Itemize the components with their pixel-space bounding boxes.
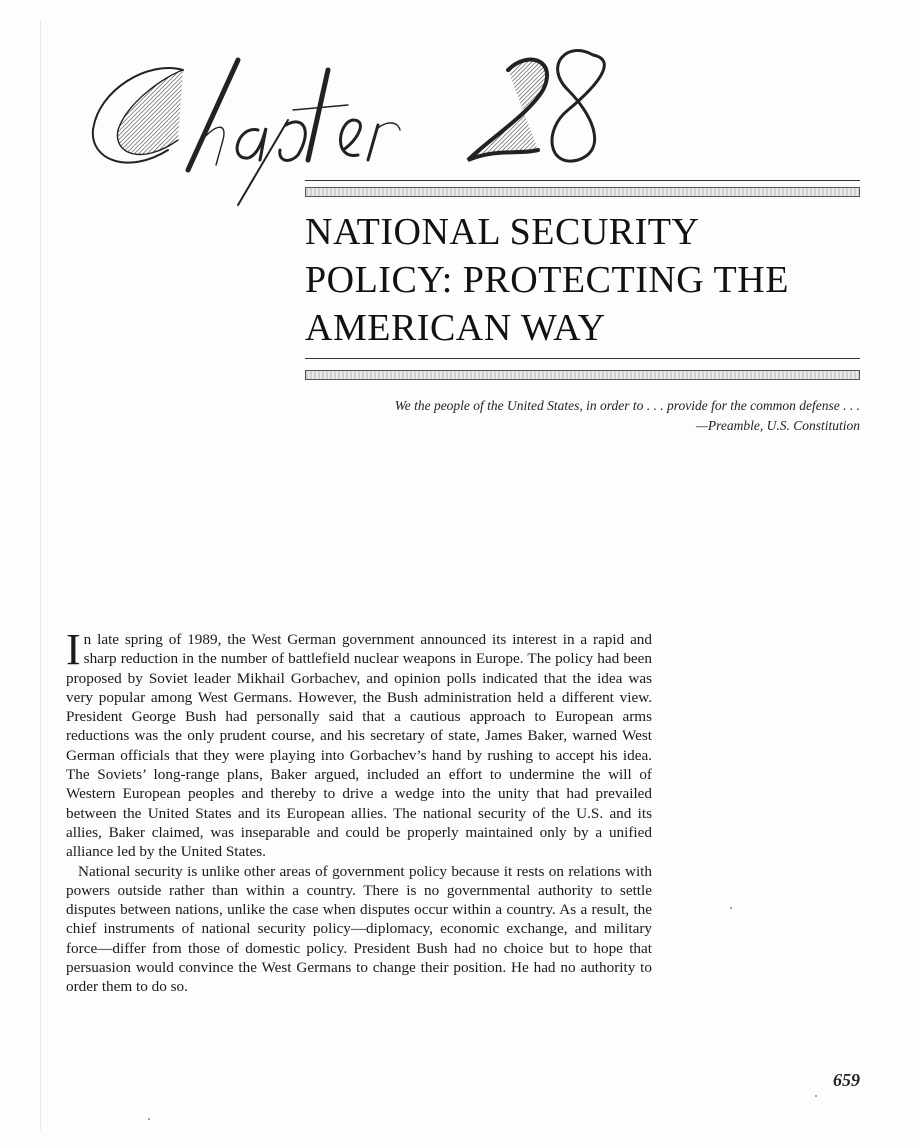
epigraph-attribution: —Preamble, U.S. Constitution bbox=[695, 418, 860, 433]
scan-speck bbox=[148, 1118, 150, 1120]
title-line-1: NATIONAL SECURITY bbox=[305, 211, 700, 253]
title-line-3: AMERICAN WAY bbox=[305, 307, 606, 349]
scan-speck bbox=[815, 1095, 817, 1097]
paragraph-1 bbox=[66, 625, 652, 862]
top-rule-bar bbox=[305, 187, 860, 197]
page-number: 659 bbox=[833, 1070, 860, 1090]
bottom-rule-line bbox=[305, 358, 860, 359]
chapter-title bbox=[305, 208, 865, 352]
paragraph-1-text: n late spring of 1989, the West German government announced its interest in a rapid and sharp reduction in the number of battlefield nuclear weapons in Europe. The policy had been proposed by Soviet leader Mikhail Gorbachev, and opinion polls indicated that the idea was very popular among West Germans. However, the Bush administration held a different view. President George Bush had personally said that a cautious approach to European arms reductions was the only prudent course, and his secretary of state, James Baker, warned West German officials that they were playing into Gorbachev’s hand by rushing to accept his idea. The Soviets’ long-range plans, Baker argued, included an effort to undermine the will of Western European peoples and thereby to drive a wedge into the unity that had prevailed between the United States and its European allies. The national security of the U.S. and its allies, Baker claimed, was inseparable and could be properly maintained only by a unified alliance led by the United States. bbox=[66, 631, 652, 861]
top-rule-line bbox=[305, 180, 860, 181]
bottom-rule-bar bbox=[305, 370, 860, 380]
scan-speck bbox=[730, 907, 732, 909]
page-edge-shadow bbox=[40, 20, 41, 1130]
epigraph bbox=[300, 396, 860, 436]
paragraph-2: National security is unlike other areas of government policy because it rests on relations with powers outside rather than within a country. There is no governmental authority to settle disputes between nations, unlike the case when disputes occur within a country. As a result, the chief instruments of national security policy—diplomacy, economic exchange, and military force—differ from those of domestic policy. President Bush had no choice but to hope that persuasion would convince the West Germans to change their position. He had no authority to order them to do so. bbox=[66, 862, 652, 996]
drop-cap: I bbox=[66, 625, 81, 674]
title-line-2: POLICY: PROTECTING THE bbox=[305, 259, 789, 301]
body-text bbox=[66, 625, 652, 997]
epigraph-quote: We the people of the United States, in order to . . . provide for the common defense . . . bbox=[394, 398, 860, 413]
